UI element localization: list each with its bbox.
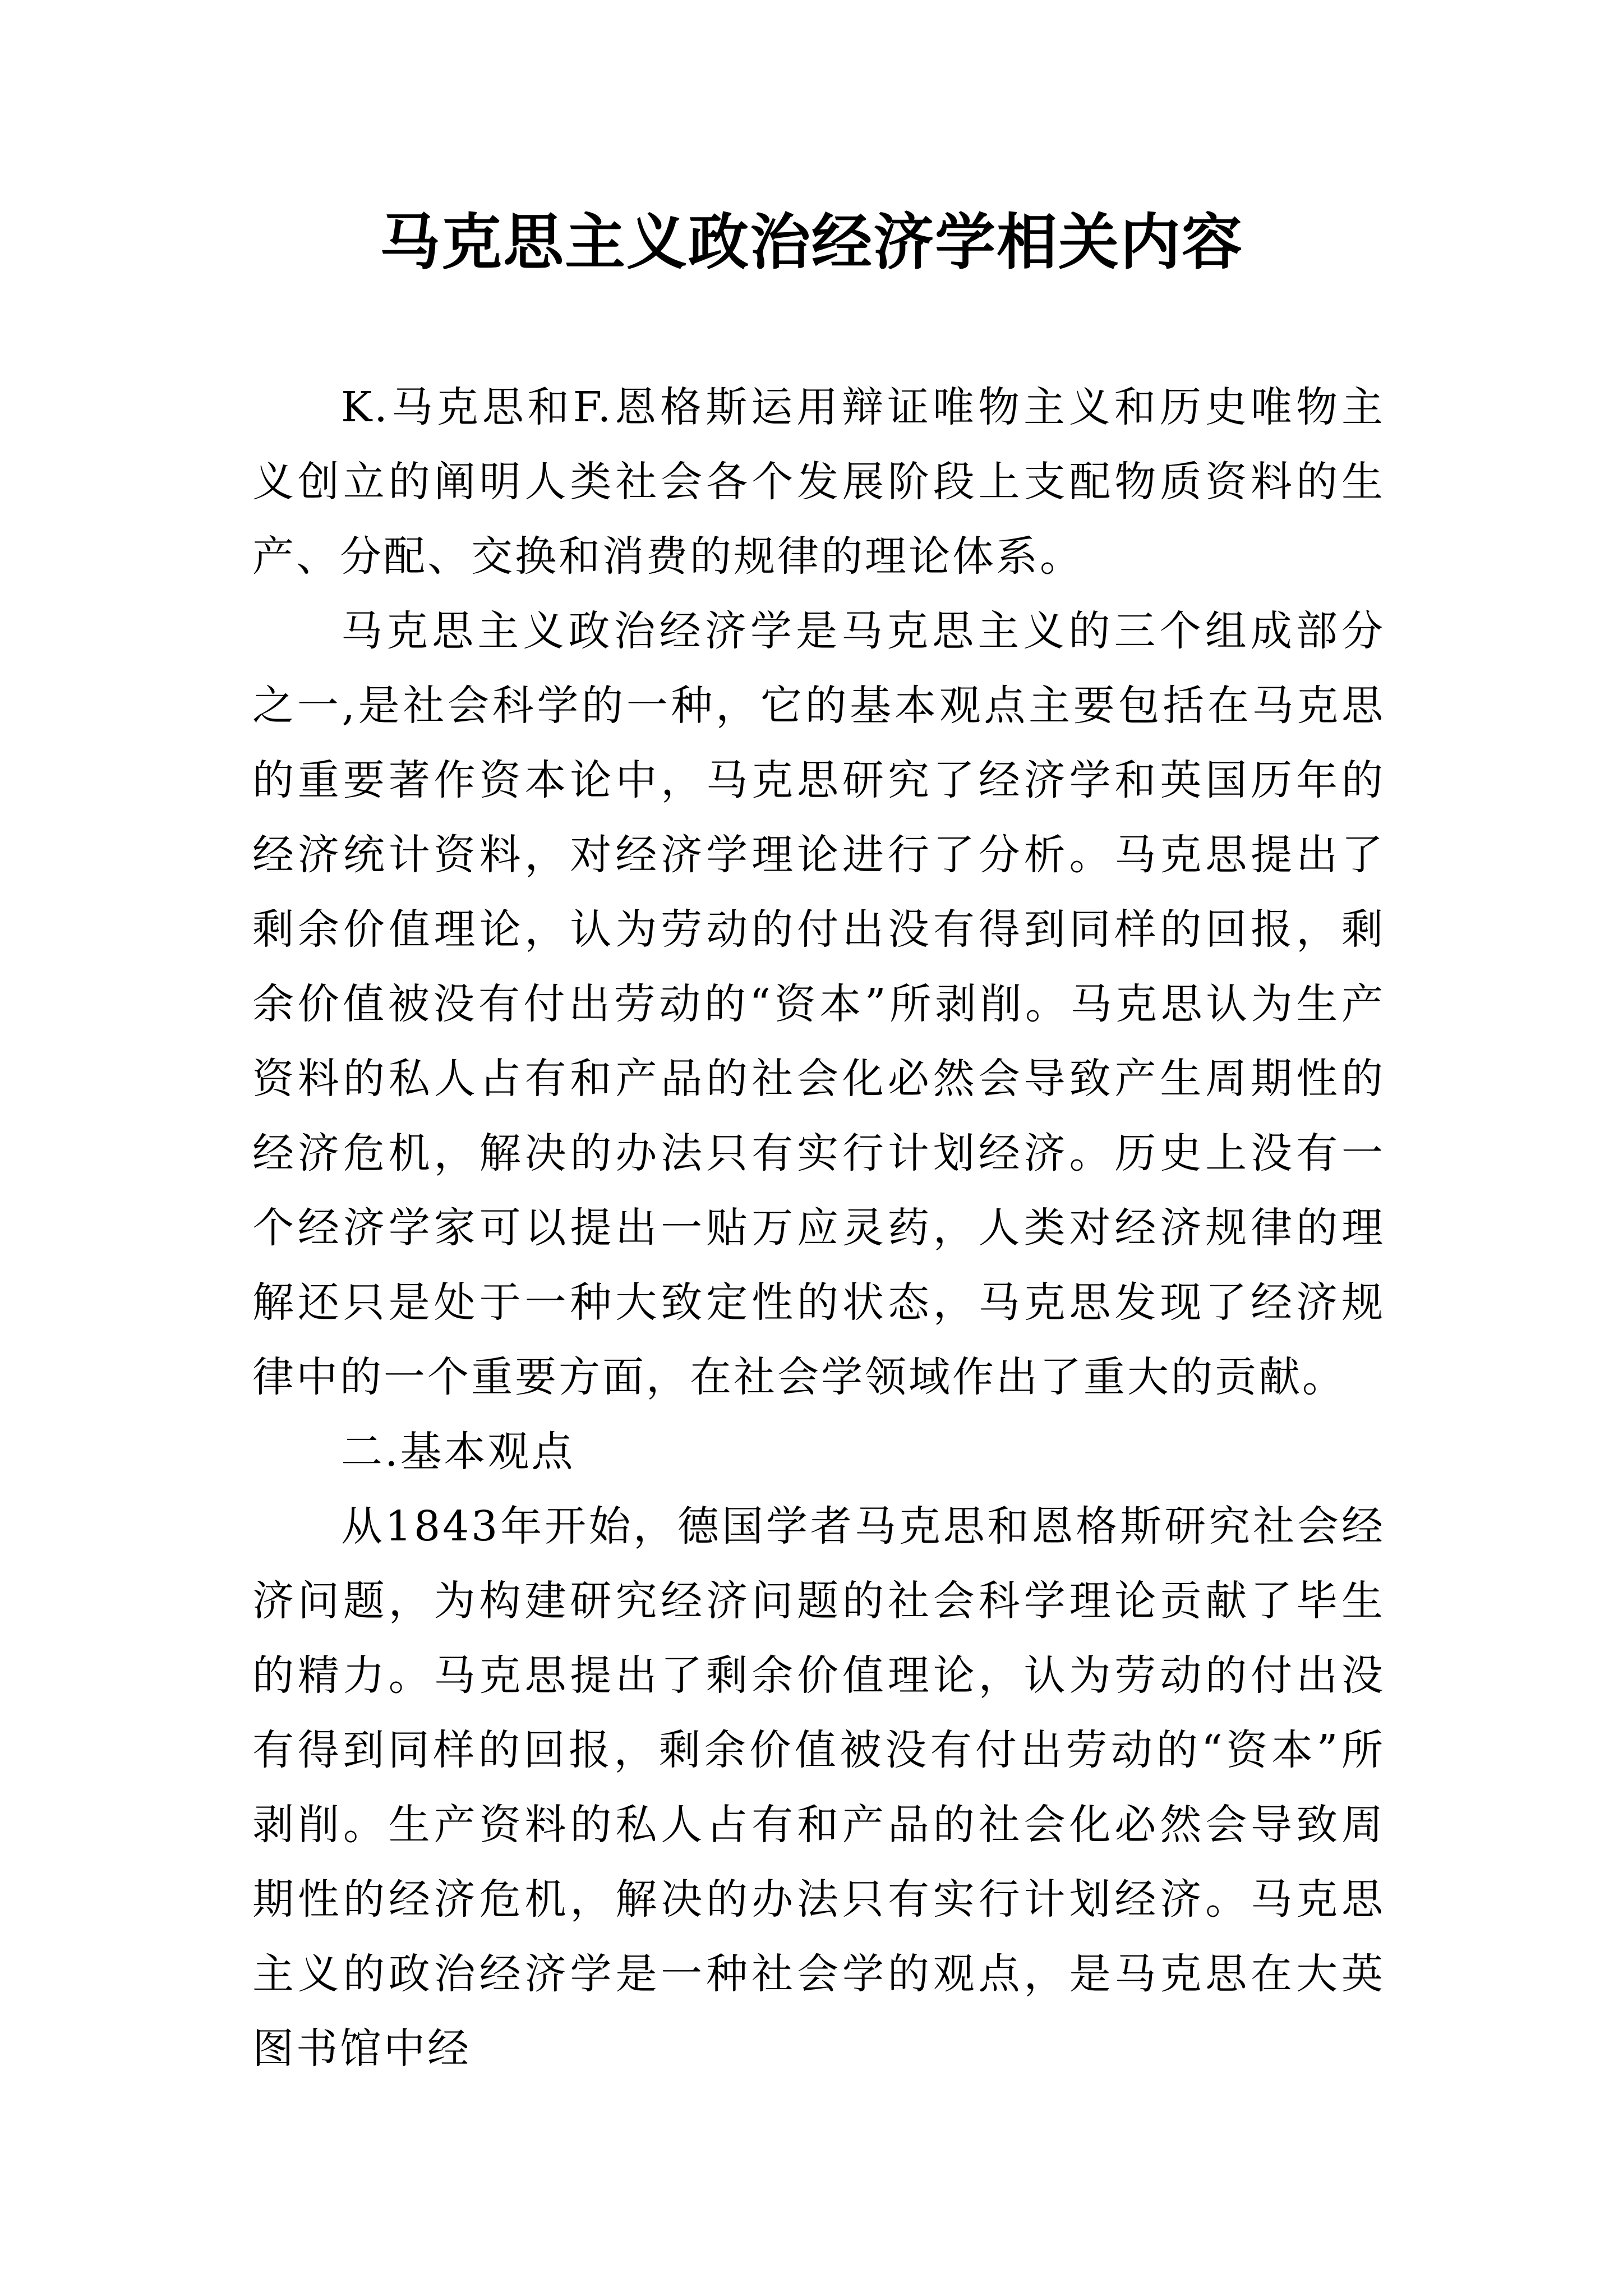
- document-title: 马克思主义政治经济学相关内容: [379, 208, 1243, 278]
- document-body: [252, 370, 1385, 2086]
- section-heading: 二.基本观点: [341, 1428, 575, 1476]
- section-paragraph: 从1843年开始，德国学者马克思和恩格斯研究社会经济问题，为构建研究经济问题的社会科学理论贡献了毕生的精力。马克思提出了剩余价值理论，认为劳动的付出没有得到同样的回报，剩余价值被没有付出劳动的“资本”所剥削。生产资料的私人占有和产品的社会化必然会导致周期性的经济危机，解决的办法只有实行计划经济。马克思主义的政治经济学是一种社会学的观点，是马克思在大英图书馆中经: [252, 1502, 1385, 2073]
- overview-paragraph: 马克思主义政治经济学是马克思主义的三个组成部分之一,是社会科学的一种，它的基本观点主要包括在马克思的重要著作资本论中，马克思研究了经济学和英国历年的经济统计资料，对经济学理论进行了分析。马克思提出了剩余价值理论，认为劳动的付出没有得到同样的回报，剩余价值被没有付出劳动的“资本”所剥削。马克思认为生产资料的私人占有和产品的社会化必然会导致产生周期性的经济危机，解决的办法只有实行计划经济。历史上没有一个经济学家可以提出一贴万应灵药，人类对经济规律的理解还只是处于一种大致定性的状态，马克思发现了经济规律中的一个重要方面，在社会学领域作出了重大的贡献。: [252, 607, 1385, 1401]
- intro-paragraph: K.马克思和F.恩格斯运用辩证唯物主义和历史唯物主义创立的阐明人类社会各个发展阶段上支配物质资料的生产、分配、交换和消费的规律的理论体系。: [252, 383, 1385, 581]
